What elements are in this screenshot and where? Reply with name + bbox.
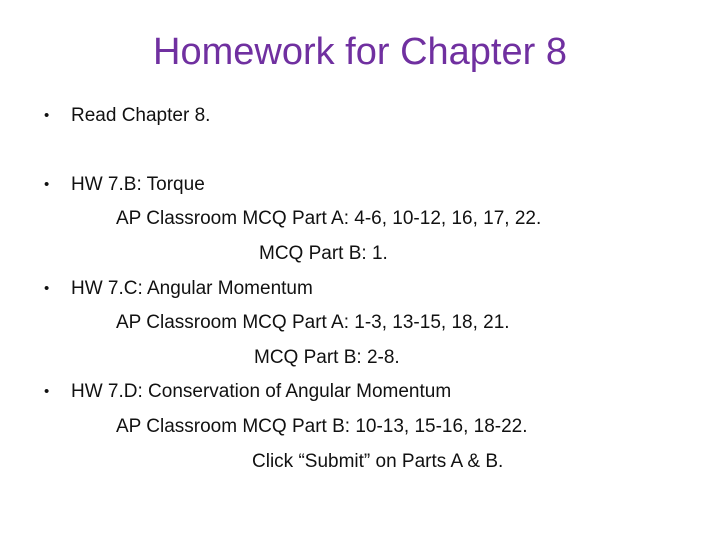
slide-title: Homework for Chapter 8 (153, 31, 567, 73)
subline-hw-7b-part-b: MCQ Part B: 1. (259, 243, 388, 264)
subline-hw-7b-part-a: AP Classroom MCQ Part A: 4-6, 10-12, 16, 17, 22. (116, 208, 542, 229)
bullet-hw-7c: HW 7.C: Angular Momentum (71, 278, 313, 299)
subline-hw-7c-part-a: AP Classroom MCQ Part A: 1-3, 13-15, 18, 21. (116, 312, 510, 333)
subline-hw-7d-part-b: AP Classroom MCQ Part B: 10-13, 15-16, 18-22. (116, 416, 528, 437)
subline-hw-7d-submit: Click “Submit” on Parts A & B. (252, 451, 504, 472)
bullet-icon: • (44, 383, 50, 400)
bullet-read-chapter: Read Chapter 8. (71, 105, 211, 126)
bullet-icon: • (44, 107, 50, 124)
bullet-hw-7b: HW 7.B: Torque (71, 174, 205, 195)
bullet-icon: • (44, 176, 50, 193)
bullet-icon: • (44, 280, 50, 297)
subline-hw-7c-part-b: MCQ Part B: 2-8. (254, 347, 400, 368)
bullet-hw-7d: HW 7.D: Conservation of Angular Momentum (71, 381, 452, 402)
